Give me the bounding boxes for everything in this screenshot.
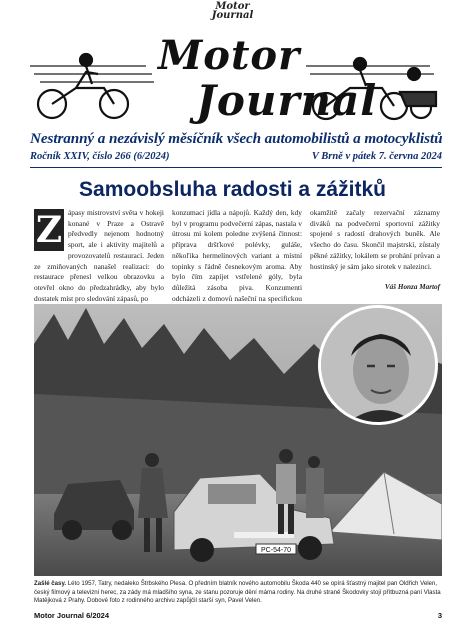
article-column-3 bbox=[310, 208, 440, 315]
caption-lead: Zašlé časy. bbox=[34, 580, 67, 587]
title-motor: Motor bbox=[158, 32, 301, 79]
portrait-inset bbox=[318, 305, 438, 425]
article-column-1 bbox=[34, 208, 164, 315]
column-2-text: konzumaci jídla a nápojů. Každý den, kdy byl v programu podvečerní zápas, nastala v útrosu mi kolem poledne zvýšená činnost: příprava dršťkové polévky, guláše, někoľika hermelínových variant a místní topinky s řádně česnekovým aroma. Aby bylo čím zapíjet vstřelené góly, byla důležitá zásoba piva. Konzumenti odcházeli z domovů našeční na specifickou bbox=[172, 208, 302, 303]
subtitle: Nestranný a nezávislý měsíčník všech automobilistů a motocyklistů bbox=[30, 130, 443, 147]
article-columns bbox=[34, 208, 442, 315]
motorcycle-left-icon bbox=[38, 54, 128, 118]
article-headline: Samoobsluha radosti a zážitků bbox=[79, 178, 386, 201]
license-plate: PC-54-70 bbox=[261, 547, 291, 554]
photo-caption bbox=[34, 580, 442, 606]
small-logo-line1: Motor bbox=[215, 1, 250, 12]
issue-number: Ročník XXIV, číslo 266 (6/2024) bbox=[30, 151, 170, 162]
masthead bbox=[26, 22, 440, 126]
column-1-text: ápasy mistrovství světa v hokeji konané v Praze a Ostravě předvedly nejenom hodnotný sport, ale i aktivity majitelů a provozovatelů restaurací. Jeden ze zmiňovaných nanašel realizaci: do restaurace přenesl velkou obrazovku a otevřel okno do předzahrádky, aby bylo dostatek míst pro sledování zápasů, po bbox=[34, 208, 164, 303]
page-footer bbox=[34, 611, 442, 620]
caption-text: Léto 1957, Tatry, nedaleko Štrbského Plesa. O předním blatník nového automobilu Škoda 440 se opírá šťastný majitel pan Oldřich Velen, český filmový a televizní herec, za zády má mladšího syna, ze stanu pozoruje dění máma rodiny. Na druhé straně Škodovky stojí přítbuzná paní Vlasta Matějková z Prahy. Dobové foto z rodinného archivu zapůjčil starší syn, Pavel Velen. bbox=[34, 580, 441, 605]
footer-publication: Motor Journal 6/2024 bbox=[34, 611, 110, 620]
small-logo-line2: Journal bbox=[211, 10, 254, 21]
header-rule bbox=[30, 167, 442, 168]
page-number: 3 bbox=[437, 611, 442, 620]
column-3-text: okamžitě začaly rezervační záznamy diváků na podvečerní sportovní zážitky spojené s radostí drahových buněk. Ale všecho do času. Skončil majstrskí, zůstaly pěkné zážitky, lokálem se prohání průvan a hostinský je sám jako sirotek v nalezinci. bbox=[310, 208, 440, 271]
issue-date: V Brně v pátek 7. června 2024 bbox=[311, 151, 442, 162]
issue-row bbox=[30, 151, 442, 162]
byline: Váš Honza Martof bbox=[384, 283, 440, 292]
article-column-2 bbox=[172, 208, 302, 315]
title-journal: Journal bbox=[196, 76, 378, 125]
dropcap: Z bbox=[35, 209, 63, 251]
small-logo bbox=[0, 2, 465, 20]
